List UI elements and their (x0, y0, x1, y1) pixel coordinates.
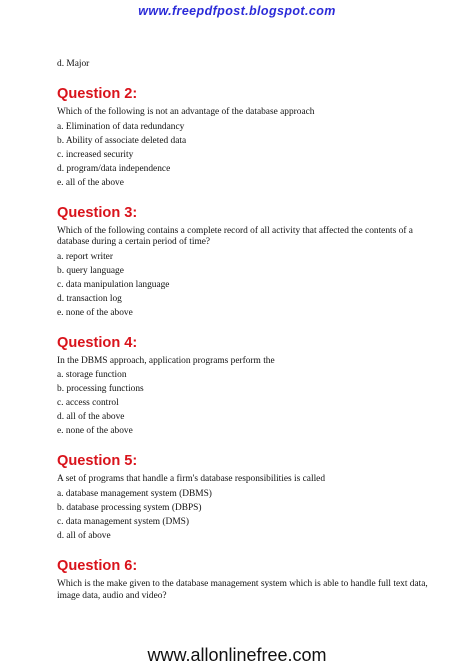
option-d: d. all of the above (57, 412, 125, 423)
top-watermark: www.freepdfpost.blogspot.com (138, 4, 336, 18)
question-2 (57, 86, 437, 190)
option-b: b. processing functions (57, 384, 144, 395)
question-title: Question 3: (57, 204, 138, 221)
question-prompt: Which is the make given to the database management system which is able to handle full text data, image data, audio and video? (57, 578, 428, 601)
option-b: b. query language (57, 265, 124, 276)
option-d: d. transaction log (57, 293, 122, 304)
option-b: b. database processing system (DBPS) (57, 502, 202, 513)
option-d: d. all of above (57, 530, 111, 541)
quiz-content (57, 57, 437, 603)
option-a: a. report writer (57, 251, 113, 262)
question-3 (57, 205, 437, 320)
question-6 (57, 558, 437, 602)
bottom-watermark: www.allonlinefree.com (147, 645, 327, 665)
option-a: a. storage function (57, 370, 127, 381)
option-d: d. program/data independence (57, 163, 171, 174)
option-b: b. Ability of associate deleted data (57, 135, 187, 146)
question-title: Question 4: (57, 334, 138, 351)
option-e: e. none of the above (57, 307, 133, 318)
option-c: c. data management system (DMS) (57, 516, 189, 527)
question-prompt: Which of the following contains a complete record of all activity that affected the contents of a database during a certain period of time? (57, 225, 413, 248)
option-a: a. Elimination of data redundancy (57, 121, 185, 132)
question-4 (57, 335, 437, 439)
option-c: c. access control (57, 398, 119, 409)
option-a: a. database management system (DBMS) (57, 488, 212, 499)
question-title: Question 5: (57, 453, 138, 470)
question-prompt: A set of programs that handle a firm's database responsibilities is called (57, 474, 326, 485)
question-5 (57, 453, 437, 543)
option-c: c. increased security (57, 149, 134, 160)
question-prompt: Which of the following is not an advantage of the database approach (57, 107, 315, 117)
question-prompt: In the DBMS approach, application programs perform the (57, 355, 275, 366)
option-e: e. all of the above (57, 177, 124, 188)
question-title: Question 6: (57, 557, 138, 574)
question-title: Question 2: (57, 86, 138, 102)
option-e: e. none of the above (57, 426, 133, 437)
leading-option: d. Major (57, 59, 90, 69)
option-c: c. data manipulation language (57, 279, 170, 290)
